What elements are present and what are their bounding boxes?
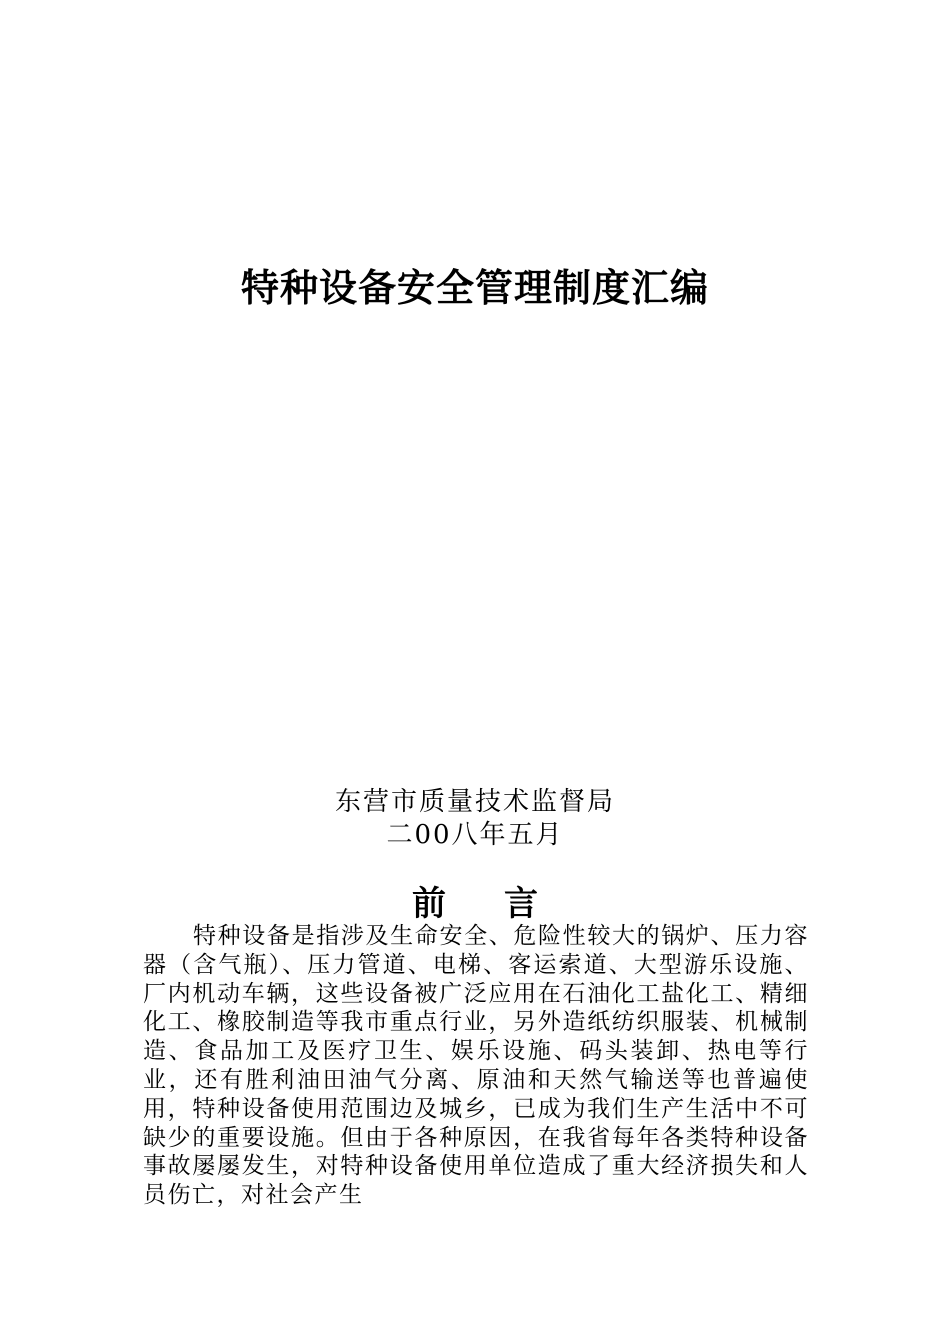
preface-paragraph: 特种设备是指涉及生命安全、危险性较大的锅炉、压力容器（含气瓶）、压力管道、电梯、客运索道、大型游乐设施、厂内机动车辆，这些设备被广泛应用在石油化工盐化工、精细化工、橡胶制造等我市重点行业，另外造纸纺织服装、机械制造、食品加工及医疗卫生、娱乐设施、码头装卸、热电等行业，还有胜利油田油气分离、原油和天然气输送等也普遍使用，特种设备使用范围边及城乡，已成为我们生产生活中不可缺少的重要设施。但由于各种原因，在我省每年各类特种设备事故屡屡发生，对特种设备使用单位造成了重大经济损失和人员伤亡，对社会产生 xyxy=(143,923,809,1209)
preface-heading-char-2: 言 xyxy=(504,884,538,924)
preface-heading xyxy=(0,882,950,926)
issuer-name: 东营市质量技术监督局 xyxy=(334,787,615,817)
issue-date: 二00八年五月 xyxy=(386,820,564,850)
preface-heading-char-1: 前 xyxy=(412,884,446,924)
document-title: 特种设备安全管理制度汇编 xyxy=(240,265,709,310)
